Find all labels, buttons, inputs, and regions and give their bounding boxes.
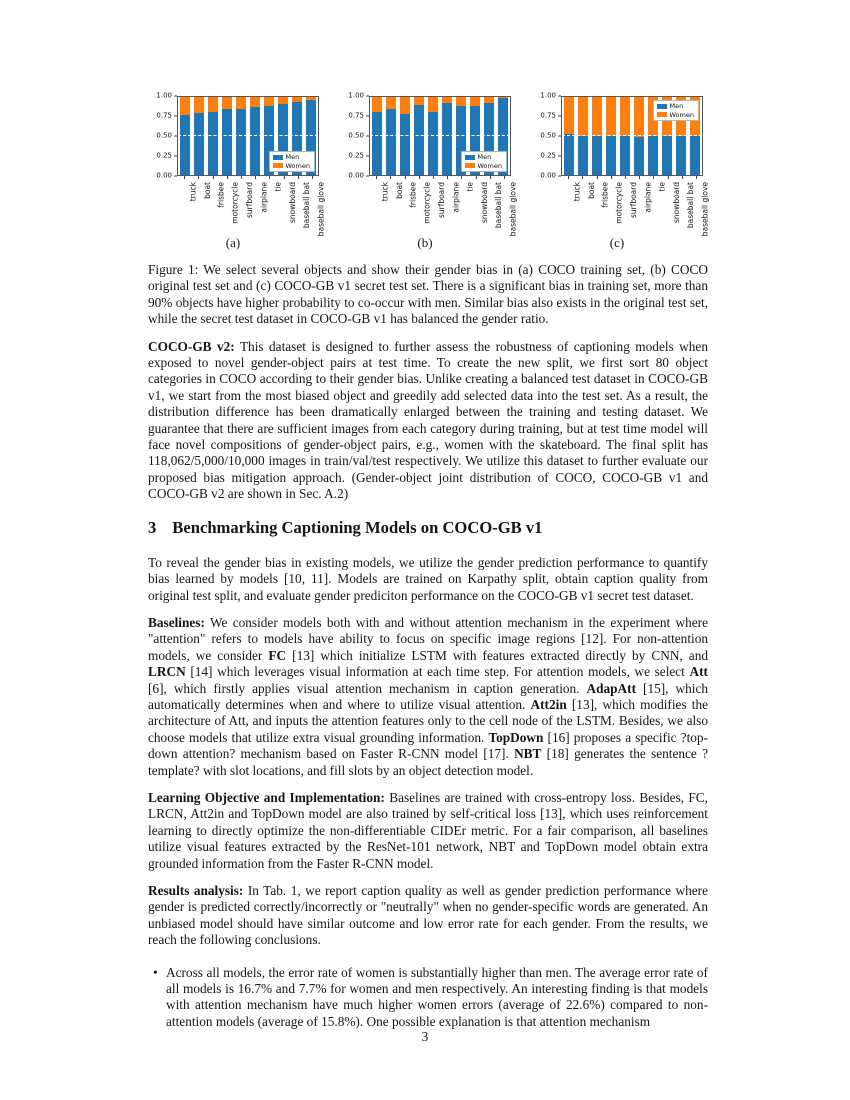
page-number: 3 — [421, 1029, 429, 1044]
chart-a-coco-training-set — [147, 91, 326, 251]
y-tick-label: 0.50 — [156, 133, 177, 140]
x-tick-label: tie — [646, 176, 660, 232]
x-tick-label: truck — [561, 176, 575, 232]
chart-a-plot-area — [177, 96, 319, 176]
x-tick-label: truck — [177, 176, 191, 232]
stacked-bar-boat — [386, 97, 397, 175]
x-tick-label: baseball glove — [497, 176, 511, 232]
stacked-bar-airplane — [634, 97, 645, 175]
chart-a-y-axis — [147, 91, 177, 180]
bullet-item-text: Across all models, the error rate of women is substantially higher than men. The average error rate of all models is 16.7% and 7.7% for women and men respectively. An interesting finding is that models with attention mechanism have much higher women errors (average of 22.6%) compared to non-attention models (average of 15.8%). One possible explanation is that attention mechanism — [166, 964, 708, 1029]
x-tick-label: motorcycle — [604, 176, 618, 232]
x-tick-label: baseball bat — [675, 176, 689, 232]
x-tick-label: motorcycle — [220, 176, 234, 232]
chart-c-refline-0.5 — [562, 135, 702, 136]
chart-a-refline-0.5 — [178, 135, 318, 136]
stacked-bar-boat — [194, 97, 205, 175]
stacked-bar-boat — [578, 97, 589, 175]
stacked-bar-airplane — [250, 97, 261, 175]
bullet-item — [148, 965, 708, 1031]
chart-a-caption: (a) — [225, 235, 241, 250]
paragraph-intro: To reveal the gender bias in existing models, we utilize the gender prediction performance to quantify bias learned by models [10, 11]. Models are trained on Karpathy split, obtain caption quality from original test split, and evaluate gender prediciton performance on the COCO-GB v1 secret test dataset. — [148, 554, 708, 603]
stacked-bar-truck — [372, 97, 383, 175]
y-tick-label: 0.25 — [348, 153, 369, 160]
y-tick-label: 1.00 — [540, 93, 561, 100]
stacked-bar-frisbee — [208, 97, 219, 175]
x-tick-label: snowboard — [660, 176, 674, 232]
paragraph-learning-objective: Learning Objective and Implementation: Baselines are trained with cross-entropy loss. Besides, FC, LRCN, Att2in and TopDown model are also trained by self-critical loss [13], which uses reinforcement learning to directly optimize the non-differentiable CIDEr metric. For a fair comparison, all baselines utilize visual features extracted by the ResNet-101 network, NBT and TopDown model obtain extra grounded information from the Faster R-CNN model. — [148, 789, 709, 871]
x-tick-label: baseball glove — [305, 176, 319, 232]
chart-b-refline-0.5 — [370, 135, 510, 136]
y-tick-label: 1.00 — [348, 93, 369, 100]
legend-entry-men: Men — [657, 103, 694, 110]
y-tick-label: 0.25 — [540, 153, 561, 160]
x-tick-label: baseball bat — [291, 176, 305, 232]
y-tick-label: 0.25 — [156, 153, 177, 160]
chart-b-legend — [461, 151, 507, 172]
chart-b-plot-area — [369, 96, 511, 176]
section-3-heading — [148, 518, 708, 538]
x-tick-label: surfboard — [618, 176, 632, 232]
stacked-bar-airplane — [442, 97, 453, 175]
chart-a-legend — [269, 151, 315, 172]
y-tick-label: 0.75 — [540, 113, 561, 120]
x-tick-label: surfboard — [426, 176, 440, 232]
stacked-bar-surfboard — [236, 97, 247, 175]
y-tick-label: 0.00 — [540, 173, 561, 180]
x-tick-label: baseball glove — [689, 176, 703, 232]
y-tick-label: 0.00 — [348, 173, 369, 180]
legend-entry-women: Women — [273, 163, 310, 170]
chart-c-coco-gb-v1-secret-test-set — [531, 91, 710, 251]
x-tick-label: frisbee — [397, 176, 411, 232]
section-number: 3 — [148, 517, 157, 537]
stacked-bar-motorcycle — [606, 97, 617, 175]
x-tick-label: airplane — [632, 176, 646, 232]
stacked-bar-motorcycle — [222, 97, 233, 175]
chart-b-coco-original-test-set — [339, 91, 518, 251]
stacked-bar-frisbee — [400, 97, 411, 175]
y-tick-label: 0.75 — [348, 113, 369, 120]
x-tick-label: motorcycle — [412, 176, 426, 232]
x-tick-label: boat — [383, 176, 397, 232]
legend-entry-men: Men — [465, 154, 502, 161]
chart-c-caption: (c) — [609, 235, 625, 250]
figure-1 — [0, 91, 850, 251]
x-tick-label: tie — [262, 176, 276, 232]
chart-c-x-axis-labels — [561, 176, 710, 237]
figure-1-charts — [0, 91, 850, 251]
section-title: Benchmarking Captioning Models on COCO-GB v1 — [172, 517, 543, 537]
x-tick-label: surfboard — [234, 176, 248, 232]
legend-entry-women: Women — [657, 112, 694, 119]
x-tick-label: frisbee — [589, 176, 603, 232]
chart-c-plot-area — [561, 96, 703, 176]
chart-b-x-axis-labels — [369, 176, 518, 237]
y-tick-label: 0.50 — [540, 133, 561, 140]
legend-entry-men: Men — [273, 154, 310, 161]
x-tick-label: boat — [191, 176, 205, 232]
stacked-bar-motorcycle — [414, 97, 425, 175]
stacked-bar-truck — [180, 97, 191, 175]
x-tick-label: boat — [575, 176, 589, 232]
y-tick-label: 0.00 — [156, 173, 177, 180]
stacked-bar-surfboard — [428, 97, 439, 175]
paragraph-results-analysis: Results analysis: In Tab. 1, we report caption quality as well as gender prediction performance where gender is predicted correctly/incorrectly or "neutrally" when no gender-specific words are generated. An unbiased model should have similar outcome and low error rate for each gender. From the results, we reach the following conclusions. — [148, 883, 709, 948]
x-tick-label: truck — [369, 176, 383, 232]
x-tick-label: frisbee — [205, 176, 219, 232]
x-tick-label: airplane — [440, 176, 454, 232]
stacked-bar-truck — [564, 97, 575, 175]
y-tick-label: 0.75 — [156, 113, 177, 120]
bullet-icon: • — [153, 964, 158, 980]
chart-b-y-axis — [339, 91, 369, 180]
x-tick-label: tie — [454, 176, 468, 232]
x-tick-label: airplane — [248, 176, 262, 232]
chart-c-y-axis — [531, 91, 561, 180]
paragraph-baselines: Baselines: We consider models both with and without attention mechanism in the experiment where "attention" refers to models have ability to focus on specific image regions [12]. For non-attention models, we consider FC [13] which initialize LSTM with features extracted directly by CNN, and LRCN [14] which leverages visual information at each time step. For attention models, we select Att [6], which firstly applies visual attention mechanism in caption generation. AdapAtt [15], which automatically determines when and where to utilize visual attention. Att2in [13], which modifies the architecture of Att, and inputs the attention features only to the cell node of the LSTM. Besides, we also choose models that utilize extra visual grounding information. TopDown [16] proposes a specific ?top-down attention? mechanism based on Faster R-CNN model [17]. NBT [18] generates the sentence ?template? with slot locations, and fill slots by an object detection model. — [148, 614, 708, 778]
text-column — [148, 262, 708, 1030]
chart-c-legend — [653, 100, 699, 121]
chart-b-caption: (b) — [417, 235, 433, 250]
x-tick-label: snowboard — [468, 176, 482, 232]
chart-a-x-axis-labels — [177, 176, 326, 237]
x-tick-label: baseball bat — [483, 176, 497, 232]
paragraph-coco-gb-v2: COCO-GB v2: This dataset is designed to further assess the robustness of captioning models when exposed to novel gender-object pairs at test time. To create the new split, we first sort 80 object categories in COCO according to their gender bias. Unlike creating a balanced test dataset in COCO-GB v1, we start from the most biased object and greedily add selected data into the test set. As a result, the distribution difference has been dramatically enlarged between the training and testing dataset. We guarantee that there are sufficient images from each category during training, but at test time model will face novel compositions of gender-object pairs, e.g., women with the skateboard. The final split has 118,062/5,000/10,000 images in train/val/test respectively. We utilize this dataset to further evaluate our proposed bias mitigation approach. (Gender-object joint distribution of COCO, COCO-GB v1 and COCO-GB v2 are shown in Sec. A.2) — [148, 338, 708, 502]
stacked-bar-frisbee — [592, 97, 603, 175]
legend-entry-women: Women — [465, 163, 502, 170]
y-tick-label: 0.50 — [348, 133, 369, 140]
figure-1-caption: Figure 1: We select several objects and show their gender bias in (a) COCO training set, (b) COCO original test set and (c) COCO-GB v1 secret test set. There is a significant bias in training set, more than 90% objects have higher probability to co-occur with men. Similar bias also exists in the original test set, while the secret test dataset in COCO-GB v1 has balanced the gender ratio. — [148, 262, 708, 327]
stacked-bar-surfboard — [620, 97, 631, 175]
y-tick-label: 1.00 — [156, 93, 177, 100]
x-tick-label: snowboard — [276, 176, 290, 232]
